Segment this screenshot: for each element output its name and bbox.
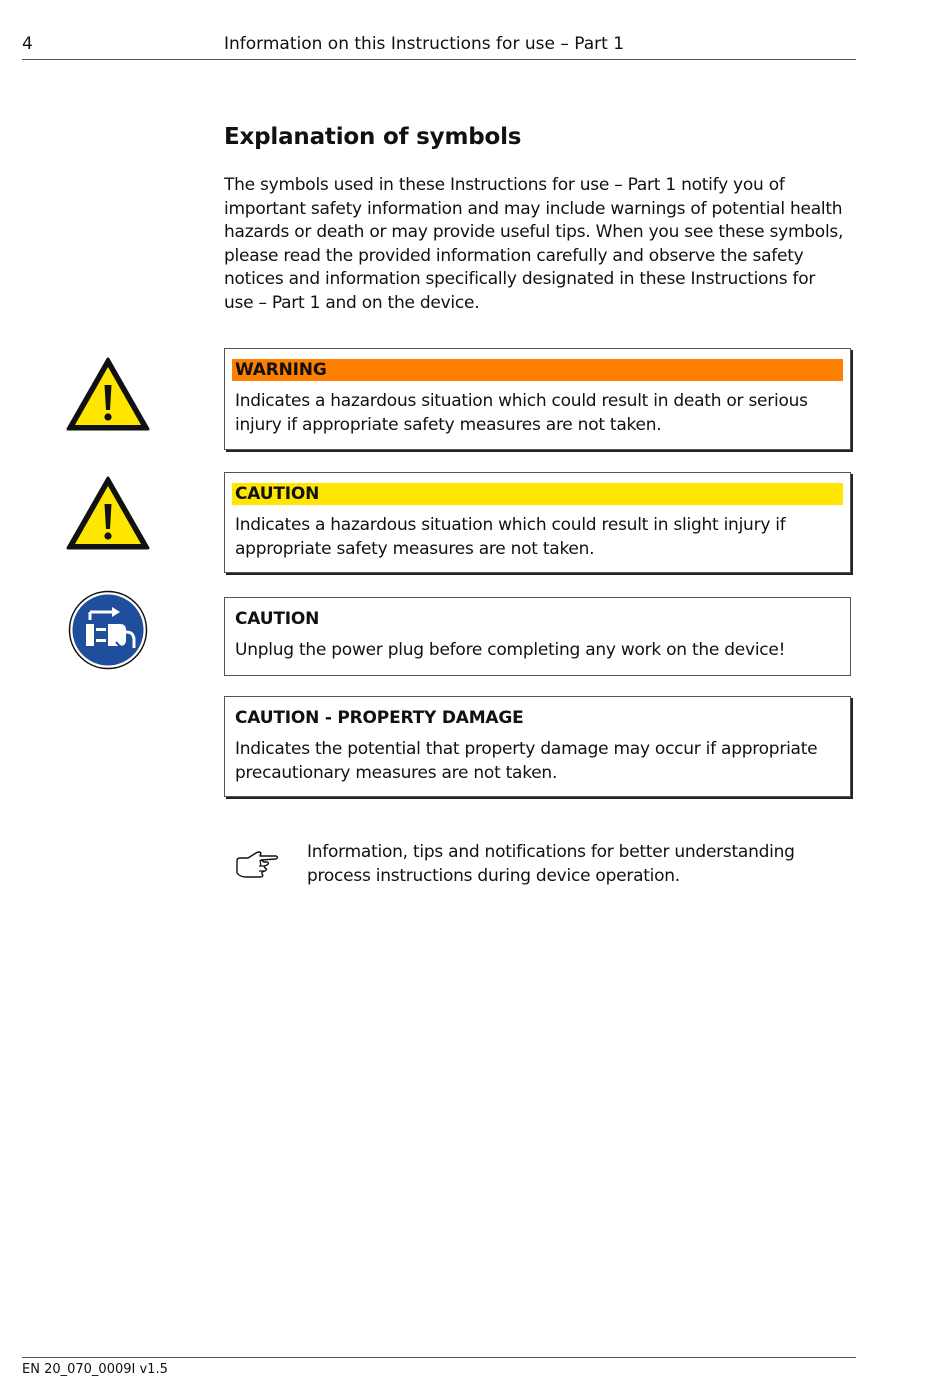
- warning-heading: WARNING: [232, 359, 843, 381]
- caution-heading: CAUTION: [232, 483, 843, 505]
- warning-text: Indicates a hazardous situation which could result in death or serious injury if appropriate safety measures are not taken.: [235, 391, 808, 435]
- pointing-hand-icon: [234, 850, 280, 880]
- property-damage-text: Indicates the potential that property damage may occur if appropriate precautionary measures are not taken.: [235, 739, 818, 783]
- unplug-caution-text: Unplug the power plug before completing any work on the device!: [235, 640, 786, 660]
- warning-triangle-icon: [66, 357, 150, 432]
- unplug-caution-heading: CAUTION: [235, 609, 320, 629]
- caution-text: Indicates a hazardous situation which could result in slight injury if appropriate safety measures are not taken.: [235, 515, 786, 559]
- section-title: Explanation of symbols: [224, 124, 522, 150]
- warning-notice: [224, 348, 851, 450]
- unplug-power-icon: [68, 590, 148, 670]
- intro-paragraph: The symbols used in these Instructions for use – Part 1 notify you of important safety information and may include warnings of potential health hazards or death or may provide useful tips. When you see these symbols, please read the provided information carefully and observe the safety notices and information specifically designated in these Instructions for use – Part 1 and on the device.: [224, 175, 844, 313]
- caution-triangle-icon: [66, 476, 150, 551]
- tip-text: Information, tips and notifications for better understanding process instructions during device operation.: [307, 842, 795, 886]
- page-number: 4: [22, 34, 33, 54]
- property-damage-heading: CAUTION - PROPERTY DAMAGE: [235, 708, 524, 728]
- unplug-caution-notice: [224, 597, 851, 676]
- caution-notice: [224, 472, 851, 573]
- document-id: EN 20_070_0009I v1.5: [22, 1362, 168, 1377]
- running-title: Information on this Instructions for use – Part 1: [224, 34, 625, 54]
- footer-divider: [22, 1357, 856, 1358]
- property-damage-notice: [224, 696, 851, 797]
- page-header: [22, 34, 856, 60]
